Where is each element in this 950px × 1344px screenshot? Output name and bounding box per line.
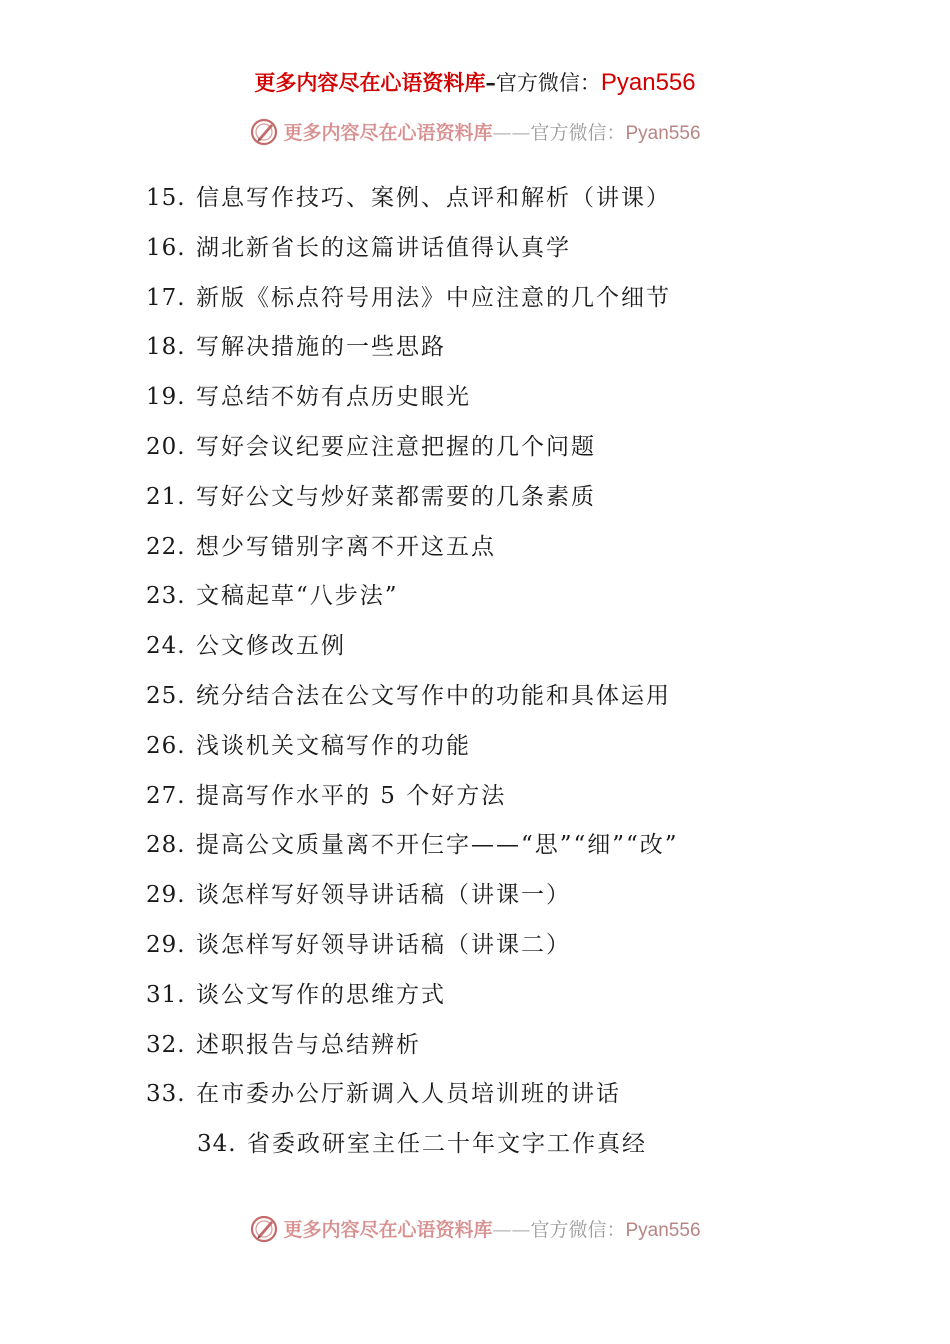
quill-pen-logo-icon bbox=[249, 1214, 279, 1244]
list-item bbox=[146, 529, 906, 579]
item-title: 写解决措施的一些思路 bbox=[196, 334, 446, 361]
item-number: 25. bbox=[146, 682, 186, 709]
item-title: 统分结合法在公文写作中的功能和具体运用 bbox=[196, 682, 671, 709]
item-number: 33. bbox=[146, 1081, 186, 1108]
watermark-wechat-label: 官方微信： bbox=[530, 122, 626, 144]
item-number: 26. bbox=[146, 732, 186, 759]
watermark-dash: —— bbox=[492, 1219, 531, 1241]
watermark-title: 更多内容尽在心语资料库 bbox=[283, 122, 493, 144]
list-item bbox=[146, 1027, 906, 1077]
list-item bbox=[146, 778, 906, 828]
item-title: 谈怎样写好领导讲话稿（讲课一） bbox=[196, 882, 571, 909]
item-number: 29. bbox=[146, 882, 186, 909]
item-title: 写好公文与炒好菜都需要的几条素质 bbox=[196, 483, 596, 510]
header-separator: – bbox=[485, 70, 496, 95]
item-number: 23. bbox=[146, 583, 186, 610]
list-item bbox=[146, 728, 906, 778]
item-number: 34. bbox=[197, 1131, 237, 1158]
item-number: 31. bbox=[146, 981, 186, 1008]
item-title: 湖北新省长的这篇讲话值得认真学 bbox=[196, 234, 571, 261]
item-number: 28. bbox=[146, 832, 186, 859]
item-number: 15. bbox=[146, 185, 186, 211]
item-title: 提高写作水平的 5 个好方法 bbox=[196, 782, 507, 809]
watermark-title: 更多内容尽在心语资料库 bbox=[283, 1219, 493, 1241]
item-title: 写总结不妨有点历史眼光 bbox=[196, 384, 471, 411]
item-title: 提高公文质量离不开仨字——“思”“细”“改” bbox=[196, 832, 679, 859]
item-title: 信息写作技巧、案例、点评和解析（讲课） bbox=[196, 185, 671, 211]
item-title: 浅谈机关文稿写作的功能 bbox=[196, 732, 471, 759]
header-banner bbox=[0, 66, 950, 100]
list-item bbox=[146, 280, 906, 330]
item-number: 17. bbox=[146, 284, 186, 311]
list-item bbox=[146, 877, 906, 927]
list-item bbox=[146, 1126, 906, 1176]
watermark-wechat-id: Pyan556 bbox=[625, 123, 701, 144]
list-item bbox=[146, 977, 906, 1027]
header-wechat-label: 官方微信： bbox=[495, 71, 601, 95]
list-item bbox=[146, 628, 906, 678]
header-title: 更多内容尽在心语资料库 bbox=[254, 70, 486, 95]
item-title: 谈公文写作的思维方式 bbox=[196, 981, 446, 1008]
item-number: 21. bbox=[146, 483, 186, 510]
item-title: 述职报告与总结辨析 bbox=[196, 1031, 421, 1058]
list-item bbox=[146, 927, 906, 977]
item-title: 谈怎样写好领导讲话稿（讲课二） bbox=[196, 931, 571, 958]
item-number: 32. bbox=[146, 1031, 186, 1058]
watermark-wechat-id: Pyan556 bbox=[625, 1220, 701, 1241]
item-title: 省委政研室主任二十年文字工作真经 bbox=[247, 1131, 647, 1158]
watermark-wechat-label: 官方微信： bbox=[530, 1219, 626, 1241]
list-item bbox=[146, 1076, 906, 1126]
item-title: 文稿起草“八步法” bbox=[196, 583, 399, 610]
item-title: 在市委办公厅新调入人员培训班的讲话 bbox=[196, 1081, 621, 1108]
list-item bbox=[146, 329, 906, 379]
header-wechat-id: Pyan556 bbox=[600, 69, 696, 96]
list-item bbox=[146, 180, 906, 230]
list-item bbox=[146, 827, 906, 877]
item-number: 24. bbox=[146, 633, 186, 660]
item-title: 新版《标点符号用法》中应注意的几个细节 bbox=[196, 284, 671, 311]
item-title: 想少写错别字离不开这五点 bbox=[196, 533, 496, 560]
list-item bbox=[146, 479, 906, 529]
item-number: 16. bbox=[146, 234, 186, 261]
watermark-dash: —— bbox=[492, 122, 531, 144]
list-item bbox=[146, 230, 906, 280]
item-title: 写好会议纪要应注意把握的几个问题 bbox=[196, 433, 596, 460]
item-number: 19. bbox=[146, 384, 186, 411]
list-item bbox=[146, 429, 906, 479]
list-item bbox=[146, 678, 906, 728]
watermark-bottom bbox=[0, 1213, 950, 1248]
table-of-contents bbox=[146, 180, 906, 1176]
item-number: 18. bbox=[146, 334, 186, 361]
watermark-top bbox=[0, 116, 950, 151]
item-number: 27. bbox=[146, 782, 186, 809]
item-number: 22. bbox=[146, 533, 186, 560]
item-number: 20. bbox=[146, 433, 186, 460]
list-item bbox=[146, 379, 906, 429]
quill-pen-logo-icon bbox=[249, 117, 279, 147]
list-item bbox=[146, 578, 906, 628]
item-title: 公文修改五例 bbox=[196, 633, 346, 660]
item-number: 29. bbox=[146, 931, 186, 958]
